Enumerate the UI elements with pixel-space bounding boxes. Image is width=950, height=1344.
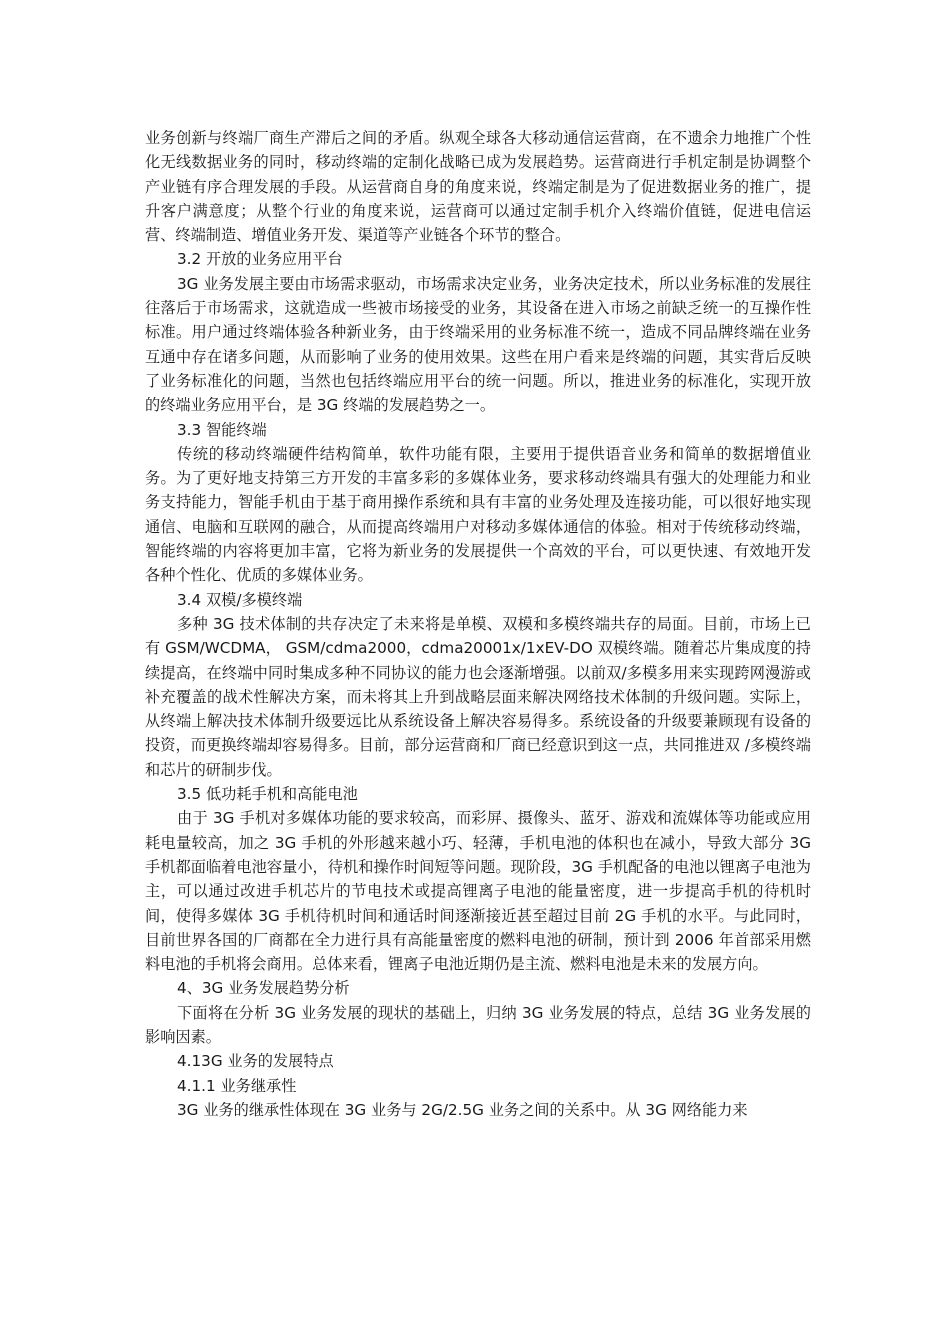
- body-paragraph: 业务创新与终端厂商生产滞后之间的矛盾。纵观全球各大移动通信运营商，在不遗余力地推广个性化无线数据业务的同时，移动终端的定制化战略已成为发展趋势。运营商进行手机定制是协调整个产业链有序合理发展的手段。从运营商自身的角度来说，终端定制是为了促进数据业务的推广，提升客户满意度；从整个行业的角度来说，运营商可以通过定制手机介入终端价值链，促进电信运营、终端制造、增值业务开发、渠道等产业链各个环节的整合。: [145, 129, 811, 245]
- body-paragraph: 下面将在分析 3G 业务发展的现状的基础上，归纳 3G 业务发展的特点，总结 3G 业务发展的影响因素。: [145, 1003, 811, 1046]
- body-paragraph: 3G 业务发展主要由市场需求驱动，市场需求决定业务，业务决定技术，所以业务标准的发展往往落后于市场需求，这就造成一些被市场接受的业务，其设备在进入市场之前缺乏统一的互操作性标准。用户通过终端体验各种新业务，由于终端采用的业务标准不统一，造成不同品牌终端在业务互通中存在诸多问题，从而影响了业务的使用效果。这些在用户看来是终端的问题，其实背后反映了业务标准化的问题，当然也包括终端应用平台的统一问题。所以，推进业务的标准化，实现开放的终端业务应用平台，是 3G 终端的发展趋势之一。: [145, 274, 811, 415]
- section-heading: 4、3G 业务发展趋势分析: [177, 979, 350, 998]
- section-heading: 3.2 开放的业务应用平台: [177, 250, 343, 269]
- body-paragraph: 由于 3G 手机对多媒体功能的要求较高，而彩屏、摄像头、蓝牙、游戏和流媒体等功能或应用耗电量较高，加之 3G 手机的外形越来越小巧、轻薄，手机电池的体积也在减小，导致大部分 3G 手机都面临着电池容量小，待机和操作时间短等问题。现阶段，3G 手机配备的电池以锂离子电池为主，可以通过改进手机芯片的节电技术或提高锂离子电池的能量密度，进一步提高手机的待机时间，使得多媒体 3G 手机待机时间和通话时间逐渐接近甚至超过目前 2G 手机的水平。与此同时，目前世界各国的厂商都在全力进行具有高能量密度的燃料电池的研制，预计到 2006 年首部采用燃料电池的手机将会商用。总体来看，锂离子电池近期仍是主流、燃料电池是未来的发展方向。: [145, 809, 811, 974]
- body-paragraph: 多种 3G 技术体制的共存决定了未来将是单模、双模和多模终端共存的局面。目前，市场上已有 GSM/WCDMA， GSM/cdma2000，cdma20001x/1xEV-DO 双模终端。随着芯片集成度的持续提高，在终端中同时集成多种不同协议的能力也会逐渐增强。以前双/多模多用来实现跨网漫游或补充覆盖的战术性解决方案，而未将其上升到战略层面来解决网络技术体制的升级问题。实际上，从终端上解决技术体制升级要远比从系统设备上解决容易得多。系统设备的升级要兼顾现有设备的投资，而更换终端却容易得多。目前，部分运营商和厂商已经意识到这一点，共同推进双 /多模终端和芯片的研制步伐。: [145, 614, 811, 779]
- section-heading: 3.5 低功耗手机和高能电池: [177, 785, 358, 804]
- section-heading: 3.4 双模/多模终端: [177, 590, 303, 609]
- section-heading: 3.3 智能终端: [177, 420, 267, 439]
- body-paragraph: 传统的移动终端硬件结构简单，软件功能有限，主要用于提供语音业务和简单的数据增值业务。为了更好地支持第三方开发的丰富多彩的多媒体业务，要求移动终端具有强大的处理能力和业务支持能力，智能手机由于基于商用操作系统和具有丰富的业务处理及连接功能，可以很好地实现通信、电脑和互联网的融合，从而提高终端用户对移动多媒体通信的体验。相对于传统移动终端，智能终端的内容将更加丰富，它将为新业务的发展提供一个高效的平台，可以更快速、有效地开发各种个性化、优质的多媒体业务。: [145, 444, 811, 585]
- section-heading: 4.13G 业务的发展特点: [177, 1052, 334, 1071]
- subsection-heading: 4.1.1 业务继承性: [177, 1076, 297, 1095]
- body-paragraph: 3G 业务的继承性体现在 3G 业务与 2G/2.5G 业务之间的关系中。从 3G 网络能力来: [177, 1100, 748, 1119]
- document-page: [145, 126, 811, 1122]
